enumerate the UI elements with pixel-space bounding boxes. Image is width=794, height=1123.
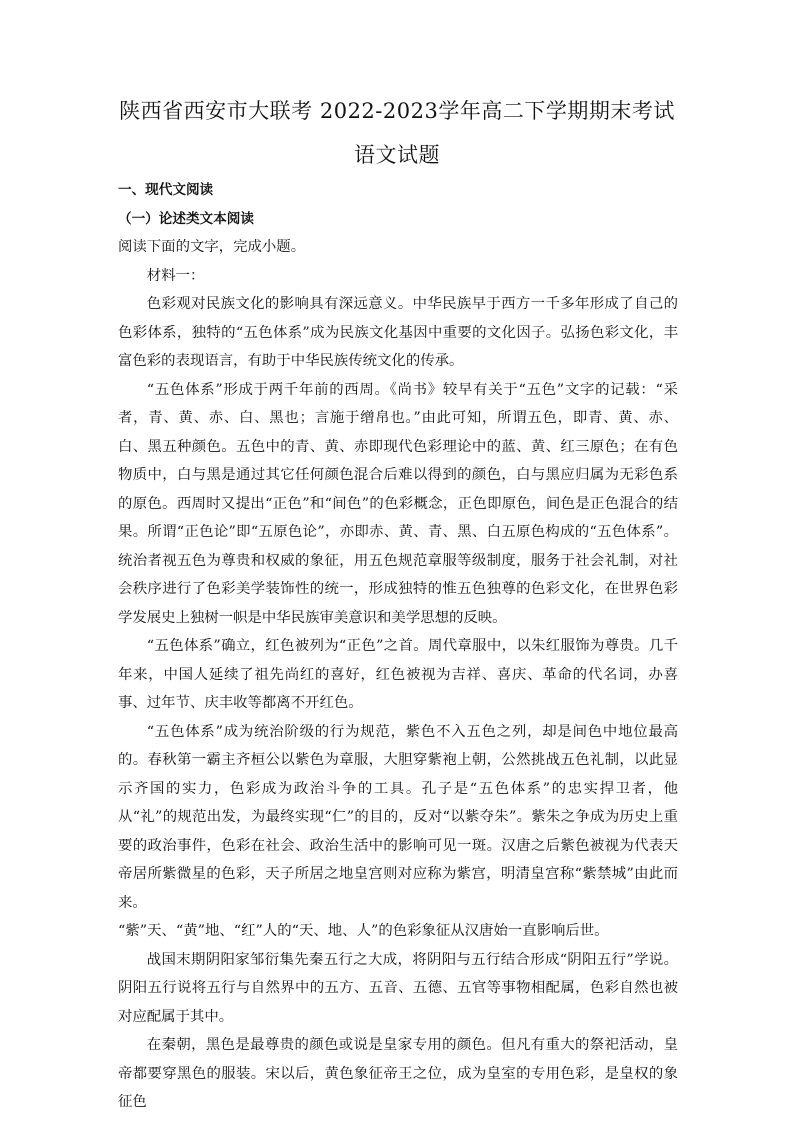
- paragraph-2: “五色体系”形成于两千年前的西周。《尚书》较早有关于“五色”文字的记载：“采者，青、黄、赤、白、黑也；言施于缯帛也。”由此可知，所谓五色，即青、黄、赤、白、黑五种颜色。五色中的青、黄、赤即现代色彩理论中的蓝、黄、红三原色；在有色物质中，白与黑是通过其它任何颜色混合后难以得到的颜色，白与黑应归属为无彩色系的原色。西周时又提出“正色”和“间色”的色彩概念，正色即原色，间色是正色混合的结果。所谓“正色论”即“五原色论”，亦即赤、黄、青、黑、白五原色构成的“五色体系”。统治者视五色为尊贵和权威的象征，用五色规范章服等级制度，服务于社会礼制，对社会秩序进行了色彩美学装饰性的统一，形成独特的惟五色独尊的色彩文化，在世界色彩学发展史上独树一帜是中华民族审美意识和美学思想的反映。: [118, 381, 678, 626]
- exam-subtitle: 语文试题: [354, 143, 440, 167]
- paragraph-6: 战国末期阴阳家邹衍集先秦五行之大成，将阴阳与五行结合形成“阴阳五行”学说。阴阳五行说将五行与自然界中的五方、五音、五德、五官等事物相配属，色彩自然也被对应配属于其中。: [118, 951, 678, 1025]
- paragraph-3: “五色体系”确立，红色被列为“正色”之首。周代章服中，以朱红服饰为尊贵。几千年来，中国人延续了祖先尚红的喜好，红色被视为吉祥、喜庆、革命的代名词，办喜事、过年节、庆丰收等都离不开红色。: [118, 638, 678, 711]
- paragraph-4: “五色体系”成为统治阶级的行为规范，紫色不入五色之列，却是间色中地位最高的。春秋第一霸主齐桓公以紫色为章服，大胆穿紫袍上朝，公然挑战五色礼制，以此显示齐国的实力，色彩成为政治斗争的工具。孔子是“五色体系”的忠实捍卫者，他从“礼”的规范出发，为最终实现“仁”的目的，反对“以紫夺朱”。紫朱之争成为历史上重要的政治事件，色彩在社会、政治生活中的影响可见一斑。汉唐之后紫色被视为代表天帝居所紫微星的色彩，天子所居之地皇宫则对应称为紫宫，明清皇宫称“紫禁城”由此而来。: [118, 723, 678, 911]
- material-label: 材料一：: [146, 267, 205, 284]
- exam-body: [118, 176, 678, 1117]
- paragraph-5: “紫”天、“黄”地、“红”人的“天、地、人”的色彩象征从汉唐始一直影响后世。: [118, 923, 609, 939]
- paragraph-1: 色彩观对民族文化的影响具有深远意义。中华民族早于西方一千多年形成了自己的色彩体系，独特的“五色体系”成为民族文化基因中重要的文化因子。弘扬色彩文化，丰富色彩的表现语言，有助于中华民族传统文化的传承。: [118, 296, 678, 369]
- reading-instruction: 阅读下面的文字，完成小题。: [118, 239, 306, 255]
- exam-title: 陕西省西安市大联考 2022-2023学年高二下学期期末考试: [119, 99, 675, 123]
- paragraph-7: 在秦朝，黑色是最尊贵的颜色或说是皇家专用的颜色。但凡有重大的祭祀活动，皇帝都要穿黑色的服装。宋以后，黄色象征帝王之位，成为皇室的专用色彩，是皇权的象征色: [118, 1037, 678, 1110]
- section-heading: 一、现代文阅读: [118, 182, 214, 198]
- subsection-heading: （一）论述类文本阅读: [118, 210, 254, 227]
